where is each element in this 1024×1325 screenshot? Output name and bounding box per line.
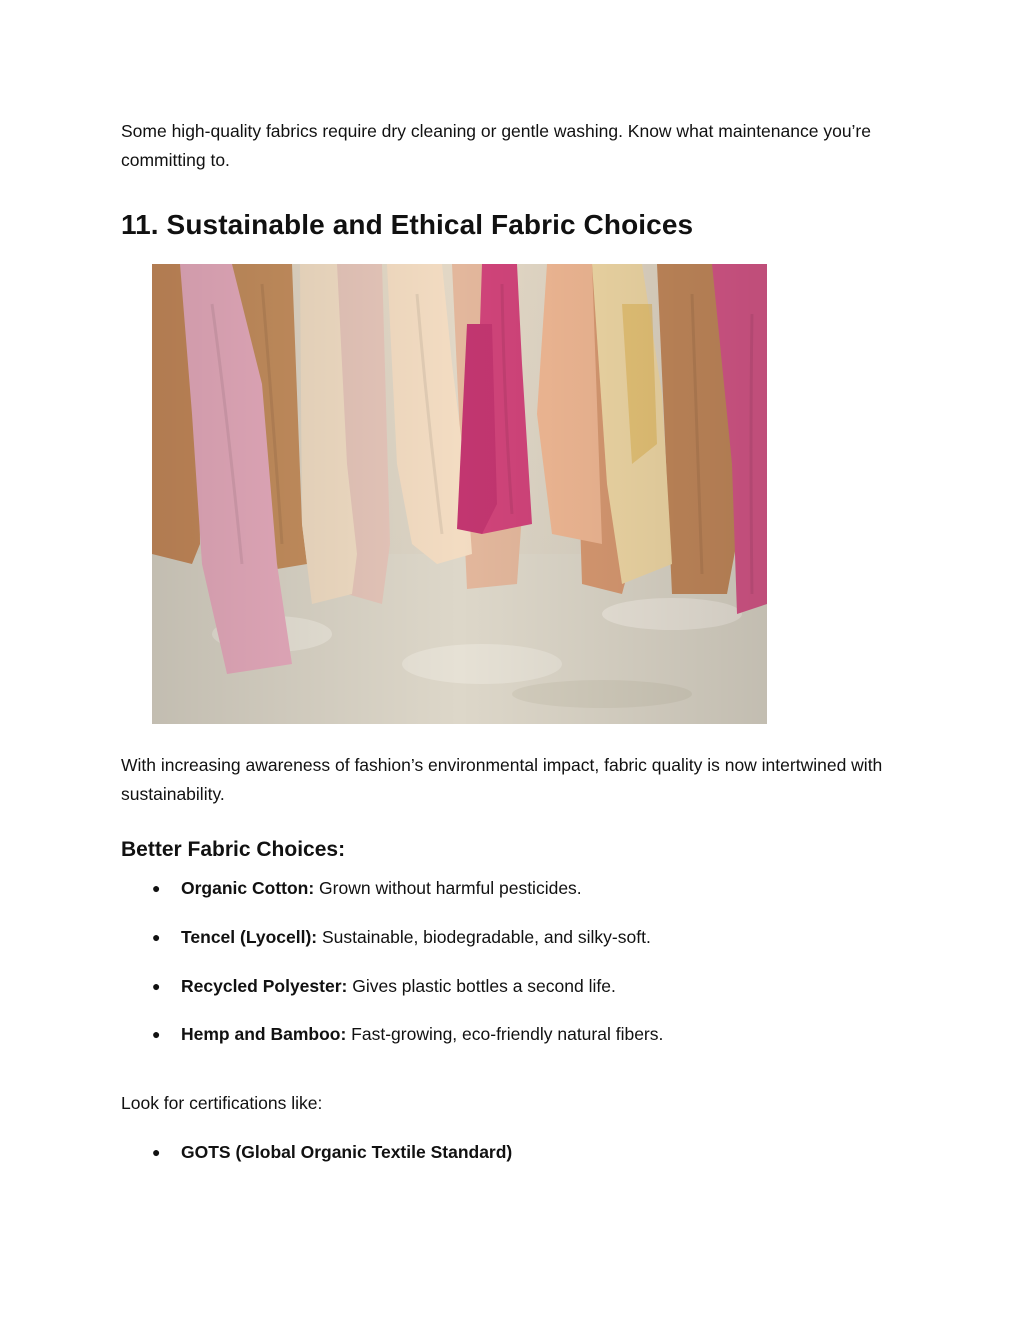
item-term: Recycled Polyester: <box>181 976 348 996</box>
item-term: Hemp and Bamboo: <box>181 1024 347 1044</box>
bullet-icon: ● <box>152 978 161 994</box>
item-term: GOTS (Global Organic Textile Standard) <box>181 1142 513 1162</box>
better-choices-heading: Better Fabric Choices: <box>121 838 346 861</box>
bullet-icon: ● <box>152 1144 161 1160</box>
sustainability-paragraph: With increasing awareness of fashion’s environmental impact, fabric quality is now intertwined with sustainability. <box>121 755 883 804</box>
certifications-intro: Look for certifications like: <box>121 1093 323 1113</box>
item-term: Tencel (Lyocell): <box>181 927 318 947</box>
item-description: Grown without harmful pesticides. <box>314 878 582 898</box>
item-term: Organic Cotton: <box>181 878 315 898</box>
bullet-icon: ● <box>152 929 161 945</box>
bullet-icon: ● <box>152 880 161 896</box>
bullet-icon: ● <box>152 1026 161 1042</box>
item-description: Sustainable, biodegradable, and silky-soft. <box>317 927 651 947</box>
intro-paragraph: Some high-quality fabrics require dry cleaning or gentle washing. Know what maintenance you’re committing to. <box>121 121 871 170</box>
section-heading: 11. Sustainable and Ethical Fabric Choices <box>121 209 694 240</box>
item-description: Gives plastic bottles a second life. <box>347 976 616 996</box>
item-description: Fast-growing, eco-friendly natural fibers. <box>346 1024 664 1044</box>
fabric-swatches-photo <box>152 264 767 724</box>
